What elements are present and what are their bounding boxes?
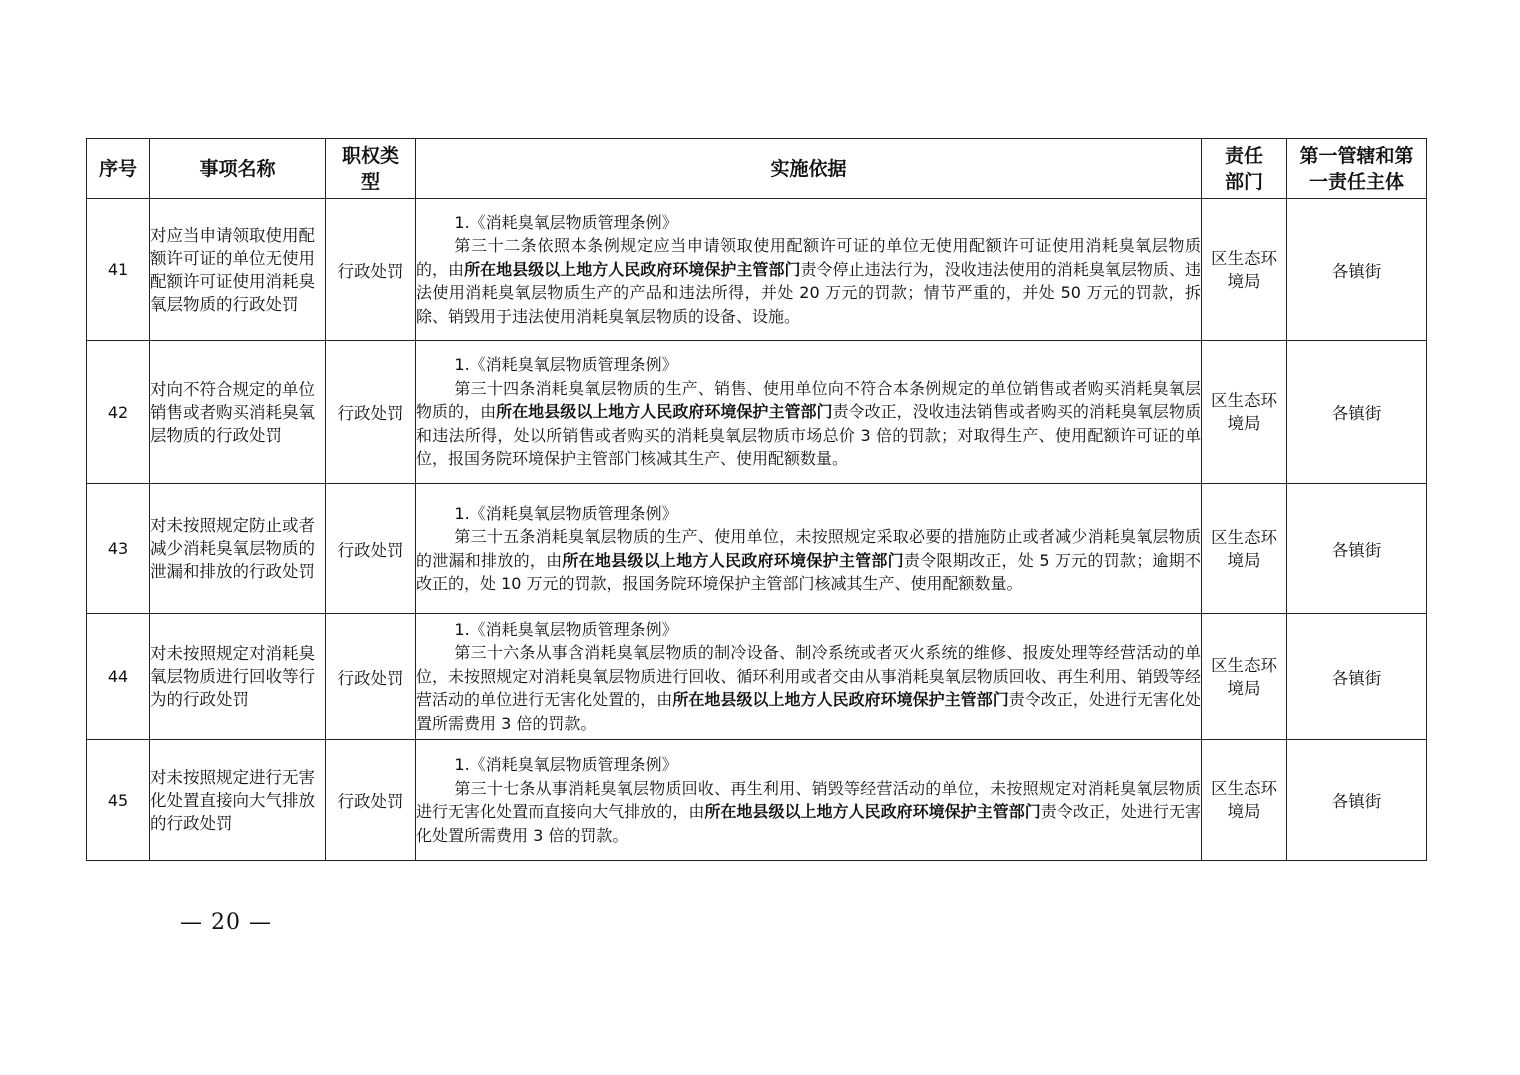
article-text-cont: 责令停止违法行为，没收违法使用的消耗臭氧层物质、违法使用消耗臭氧层物质生产的产品和违法所得，并处 20 万元的罚款；情节严重的，并处 50 万元的罚款，拆除、销毁用于违法使用消耗臭氧层物质的设备、设施。 (416, 259, 1201, 326)
row-dept: 区生态环境局 (1202, 740, 1287, 861)
table-row (87, 341, 1427, 484)
header-basis: 实施依据 (416, 139, 1202, 199)
article-text-cont: 责令限期改正，处 5 万元的罚款；逾期不改正的，处 10 万元的罚款，报国务院环境保护主管部门核减其生产、使用配额数量。 (416, 550, 1201, 593)
row-party: 各镇街 (1287, 614, 1427, 740)
law-article (416, 377, 1201, 471)
row-basis (416, 614, 1202, 740)
law-title: 1.《消耗臭氧层物质管理条例》 (454, 503, 678, 523)
row-dept: 区生态环境局 (1202, 199, 1287, 341)
article-text: 第三十五条消耗臭氧层物质的生产、使用单位，未按照规定采取必要的措施防止或者减少消耗臭氧层物质的泄漏和排放的，由 (416, 527, 1201, 570)
law-article (416, 234, 1201, 328)
enforcement-table (86, 138, 1427, 861)
article-text-cont: 责令改正，处进行无害化处置所需费用 3 倍的罚款。 (416, 802, 1201, 845)
page-number: — 20 — (180, 910, 272, 935)
table-row (87, 614, 1427, 740)
row-type: 行政处罚 (326, 614, 416, 740)
table-row (87, 199, 1427, 341)
row-dept: 区生态环境局 (1202, 614, 1287, 740)
row-dept: 区生态环境局 (1202, 341, 1287, 484)
law-title: 1.《消耗臭氧层物质管理条例》 (454, 619, 678, 639)
row-name: 对向不符合规定的单位销售或者购买消耗臭氧层物质的行政处罚 (150, 341, 326, 484)
row-type: 行政处罚 (326, 740, 416, 861)
header-type: 职权类型 (326, 139, 416, 199)
header-name: 事项名称 (150, 139, 326, 199)
row-seq: 45 (87, 740, 150, 861)
header-row (87, 139, 1427, 199)
row-dept: 区生态环境局 (1202, 484, 1287, 614)
article-text: 第三十六条从事含消耗臭氧层物质的制冷设备、制冷系统或者灭火系统的维修、报废处理等经营活动的单位，未按照规定对消耗臭氧层物质进行回收、循环利用或者交由从事消耗臭氧层物质回收、再生利用、销毁等经营活动的单位进行无害化处置的，由 (416, 643, 1201, 710)
row-party: 各镇街 (1287, 740, 1427, 861)
row-type: 行政处罚 (326, 199, 416, 341)
row-seq: 41 (87, 199, 150, 341)
header-seq: 序号 (87, 139, 150, 199)
table-row (87, 484, 1427, 614)
row-party: 各镇街 (1287, 199, 1427, 341)
law-article (416, 777, 1201, 848)
law-article (416, 641, 1201, 735)
row-name: 对应当申请领取使用配额许可证的单位无使用配额许可证使用消耗臭氧层物质的行政处罚 (150, 199, 326, 341)
row-basis (416, 740, 1202, 861)
table-row (87, 740, 1427, 861)
responsible-authority: 所在地县级以上地方人民政府环境保护主管部门 (496, 402, 833, 422)
law-title: 1.《消耗臭氧层物质管理条例》 (454, 212, 678, 232)
row-name: 对未按照规定防止或者减少消耗臭氧层物质的泄漏和排放的行政处罚 (150, 484, 326, 614)
article-text: 第三十二条依照本条例规定应当申请领取使用配额许可证的单位无使用配额许可证使用消耗臭氧层物质的，由 (416, 236, 1201, 279)
row-party: 各镇街 (1287, 484, 1427, 614)
row-seq: 42 (87, 341, 150, 484)
row-seq: 44 (87, 614, 150, 740)
article-text: 第三十七条从事消耗臭氧层物质回收、再生利用、销毁等经营活动的单位，未按照规定对消耗臭氧层物质进行无害化处置而直接向大气排放的，由 (416, 778, 1201, 821)
row-basis (416, 199, 1202, 341)
header-dept: 责任部门 (1202, 139, 1287, 199)
responsible-authority: 所在地县级以上地方人民政府环境保护主管部门 (704, 802, 1041, 821)
header-party: 第一管辖和第一责任主体 (1287, 139, 1427, 199)
article-text: 第三十四条消耗臭氧层物质的生产、销售、使用单位向不符合本条例规定的单位销售或者购买消耗臭氧层物质的，由 (416, 378, 1201, 422)
row-basis (416, 484, 1202, 614)
row-party: 各镇街 (1287, 341, 1427, 484)
responsible-authority: 所在地县级以上地方人民政府环境保护主管部门 (464, 259, 801, 279)
row-basis (416, 341, 1202, 484)
article-text-cont: 责令改正，处进行无害化处置所需费用 3 倍的罚款。 (416, 690, 1201, 733)
article-text-cont: 责令改正，没收违法销售或者购买的消耗臭氧层物质和违法所得，处以所销售或者购买的消耗臭氧层物质市场总价 3 倍的罚款；对取得生产、使用配额许可证的单位，报国务院环境保护主管部门核减其生产、使用配额数量。 (416, 402, 1201, 469)
row-type: 行政处罚 (326, 341, 416, 484)
responsible-authority: 所在地县级以上地方人民政府环境保护主管部门 (562, 550, 904, 570)
row-seq: 43 (87, 484, 150, 614)
row-name: 对未按照规定对消耗臭氧层物质进行回收等行为的行政处罚 (150, 614, 326, 740)
row-name: 对未按照规定进行无害化处置直接向大气排放的行政处罚 (150, 740, 326, 861)
law-title: 1.《消耗臭氧层物质管理条例》 (454, 755, 678, 774)
row-type: 行政处罚 (326, 484, 416, 614)
law-title: 1.《消耗臭氧层物质管理条例》 (454, 355, 678, 375)
responsible-authority: 所在地县级以上地方人民政府环境保护主管部门 (672, 690, 1009, 710)
law-article (416, 525, 1201, 596)
